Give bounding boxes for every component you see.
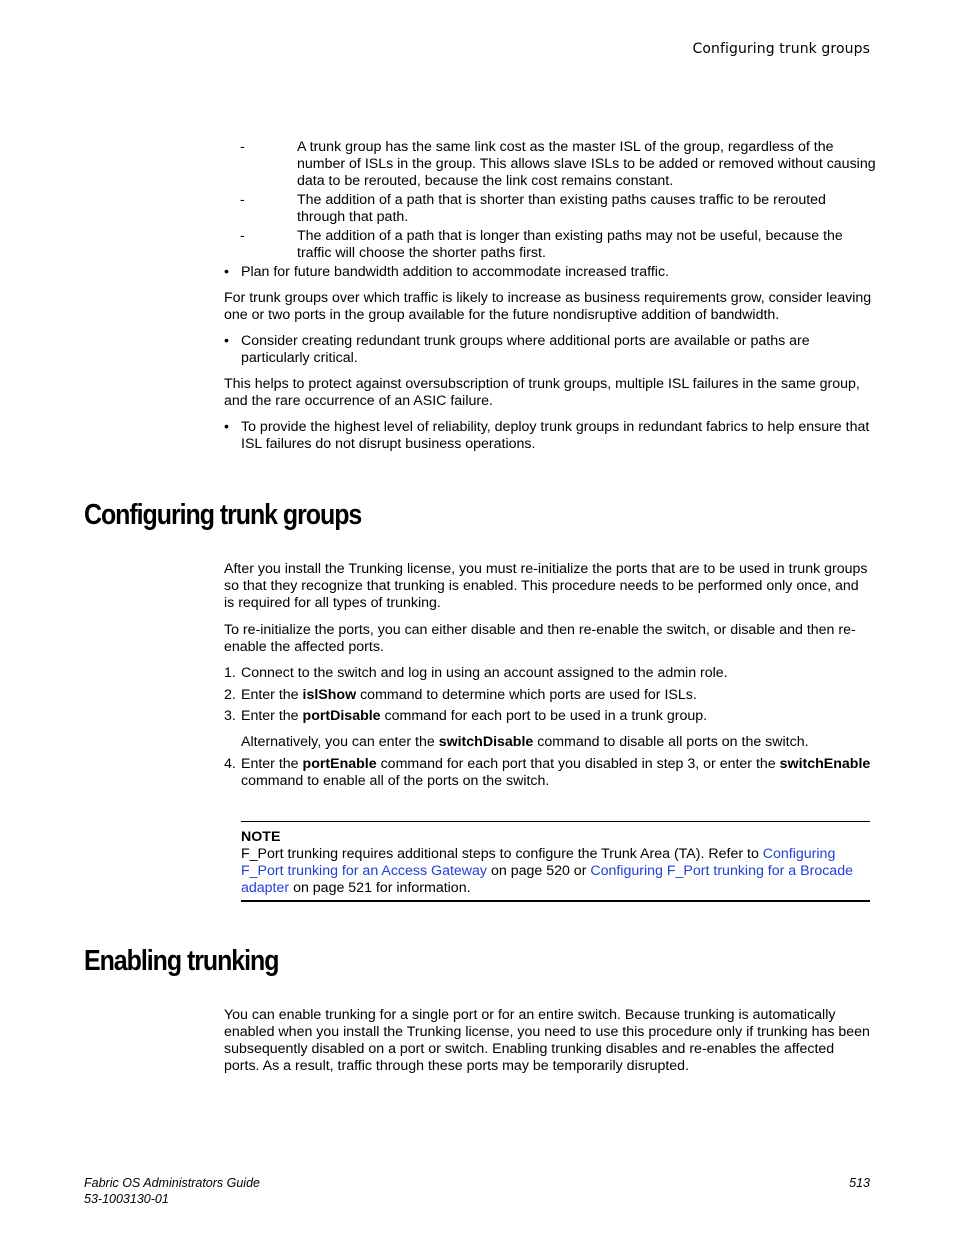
bullet-marker: •: [224, 264, 229, 280]
section-heading: Enabling trunking: [84, 945, 279, 977]
bullet-marker: •: [224, 333, 229, 349]
paragraph: For trunk groups over which traffic is likely to increase as business requirements grow, consider leaving one or two ports in the group available for the future nondisruptive addition of bandwidth.: [224, 290, 872, 323]
bullet-text: To provide the highest level of reliability, deploy trunk groups in redundant fabrics to help ensure that ISL failures do not disrupt business operations.: [241, 419, 870, 452]
step-alt-text: Alternatively, you can enter the switchDisable command to disable all ports on the switch.: [241, 734, 809, 750]
link-fport-access-gateway[interactable]: Configuring F_Port trunking for an Access Gateway: [241, 846, 836, 879]
footer-page-number: 513: [849, 1176, 870, 1190]
sub-bullet-text: The addition of a path that is longer than existing paths may not be useful, because the traffic will choose the shorter paths first.: [297, 228, 843, 261]
step-text: Enter the islShow command to determine which ports are used for ISLs.: [241, 687, 697, 703]
command-name: switchEnable: [779, 756, 871, 772]
step-text: Connect to the switch and log in using an account assigned to the admin role.: [241, 665, 728, 681]
bullet-marker: •: [224, 419, 229, 435]
dash-marker: -: [240, 228, 245, 244]
sub-bullet-text: A trunk group has the same link cost as the master ISL of the group, regardless of the number of ISLs in the group. This allows slave ISLs to be added or removed without causing data to be rerouted, because the link cost remains constant.: [297, 139, 876, 189]
note-title: NOTE: [241, 829, 281, 845]
bullet-text: Consider creating redundant trunk groups where additional ports are available or paths are particularly critical.: [241, 333, 810, 366]
step-number: 1.: [224, 665, 236, 681]
step-number: 2.: [224, 687, 236, 703]
footer-guide-title: Fabric OS Administrators Guide: [84, 1176, 260, 1190]
paragraph: To re-initialize the ports, you can either disable and then re-enable the switch, or disable and then re-enable the affected ports.: [224, 622, 856, 655]
command-name: switchDisable: [438, 734, 534, 750]
paragraph: This helps to protect against oversubscription of trunk groups, multiple ISL failures in the same group, and the rare occurrence of an ASIC failure.: [224, 376, 860, 409]
note-body: F_Port trunking requires additional steps to configure the Trunk Area (TA). Refer to Configuring F_Port trunking for an Access Gateway on page 520 or Configuring F_Port trunking for a Brocade adapter on page 521 for information.: [241, 846, 853, 896]
dash-marker: -: [240, 139, 245, 155]
dash-marker: -: [240, 192, 245, 208]
command-name: portDisable: [302, 708, 381, 724]
step-text: Enter the portEnable command for each port that you disabled in step 3, or enter the switchEnable command to enable all of the ports on the switch.: [241, 756, 871, 789]
command-name: islShow: [302, 687, 357, 703]
footer-doc-number: 53-1003130-01: [84, 1192, 169, 1206]
bullet-text: Plan for future bandwidth addition to accommodate increased traffic.: [241, 264, 669, 280]
step-number: 3.: [224, 708, 236, 724]
command-name: portEnable: [302, 756, 377, 772]
running-header: Configuring trunk groups: [692, 41, 870, 57]
paragraph: After you install the Trunking license, you must re-initialize the ports that are to be used in trunk groups so that they recognize that trunking is enabled. This procedure needs to be performed only once, and is required for all types of trunking.: [224, 561, 868, 611]
step-number: 4.: [224, 756, 236, 772]
step-text: Enter the portDisable command for each port to be used in a trunk group.: [241, 708, 708, 724]
link-fport-brocade-adapter[interactable]: Configuring F_Port trunking for a Brocade adapter: [241, 863, 853, 896]
sub-bullet-text: The addition of a path that is shorter than existing paths causes traffic to be rerouted through that path.: [297, 192, 826, 225]
paragraph: You can enable trunking for a single port or for an entire switch. Because trunking is automatically enabled when you install the Trunking license, you need to use this procedure only if trunking has been subsequently disabled on a port or switch. Enabling trunking disables and re-enables the affected ports. As a result, traffic through these ports may be temporarily disrupted.: [224, 1007, 870, 1074]
section-heading: Configuring trunk groups: [84, 499, 362, 531]
note-box: [241, 821, 870, 902]
